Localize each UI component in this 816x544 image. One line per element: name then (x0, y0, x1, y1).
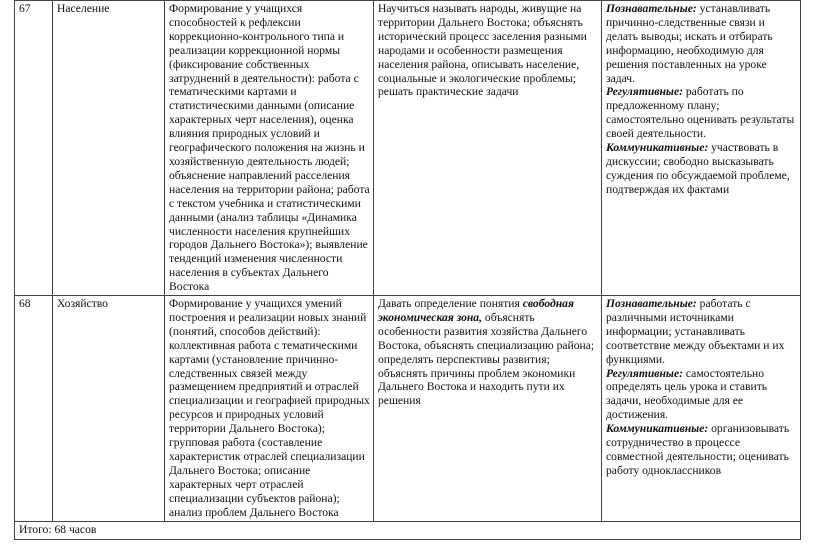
activities-cell: Формирование у учащихся способностей к рефлексии коррекционно-контрольного типа и реализации коррекционной нормы (фиксирование собственных затруднений в деятельности): работа с тематическими картами и статистическими данными (описание характерных черт населения), оценка влияния природных условий и географического положения на жизнь и хозяйственную деятельность людей; объяснение направлений расселения населения на территории района; работа с текстом учебника и статистическими данными (анализ таблицы «Динамика численности населения крупнейших городов Дальнего Востока»); выявление тенденций изменения численности населения в субъектах Дальнего Востока (165, 1, 374, 296)
uud-communicative: Коммуникативные: участвовать в дискуссии; свободно высказывать суждения по обсуждаемой проблеме, подтверждая их фактами (606, 141, 790, 196)
uud-cognitive: Познавательные: работать с различными источниками информации; устанавливать соответствие между объектами и их функциями. (606, 297, 785, 366)
total-row (15, 521, 801, 539)
lesson-topic: Население (53, 1, 165, 296)
table-row (15, 1, 801, 296)
lesson-plan-table (14, 0, 801, 540)
uud-cognitive: Познавательные: устанавливать причинно-следственные связи и делать выводы; искать и отбирать информацию, необходимую для решения поставленных на уроке задач. (606, 2, 773, 85)
uud-communicative: Коммуникативные: организовывать сотрудничество в процессе совместной деятельности; оценивать работу одноклассников (606, 422, 790, 477)
subject-results-cell: Давать определение понятия свободная экономическая зона, объяснять особенности развития хозяйства Дальнего Востока, объяснять специализацию района; определять перспективы развития; объяснять причины проблем экономики Дальнего Востока и находить пути их решения (374, 296, 602, 522)
uud-regulatory: Регулятивные: самостоятельно определять цель урока и ставить задачи, необходимые для ее достижения. (606, 366, 768, 422)
uud-regulatory: Регулятивные: работать по предложенному плану; самостоятельно оценивать результаты своей деятельности. (606, 85, 795, 141)
total-hours: Итого: 68 часов (15, 521, 801, 539)
lesson-number: 67 (15, 1, 53, 296)
subject-results-cell: Научиться называть народы, живущие на территории Дальнего Востока; объяснять исторический процесс заселения разными народами и особенности размещения населения района, описывать население, социальные и экологические проблемы; решать практические задачи (374, 1, 602, 296)
uud-cell (602, 296, 801, 522)
key-term: свободная экономическая зона, (378, 297, 574, 324)
table-row (15, 296, 801, 522)
activities-cell: Формирование у учащихся умений построения и реализации новых знаний (понятий, способов действий): коллективная работа с тематическими картами (установление причинно-следственных связей между размещением предприятий и отраслей специализации и географией природных ресурсов и природных условий территории Дальнего Востока); групповая работа (составление характеристик отраслей специализации Дальнего Востока; описание характерных черт отраслей специализации субъектов района); анализ проблем Дальнего Востока (165, 296, 374, 522)
uud-cell (602, 1, 801, 296)
lesson-number: 68 (15, 296, 53, 522)
lesson-topic: Хозяйство (53, 296, 165, 522)
